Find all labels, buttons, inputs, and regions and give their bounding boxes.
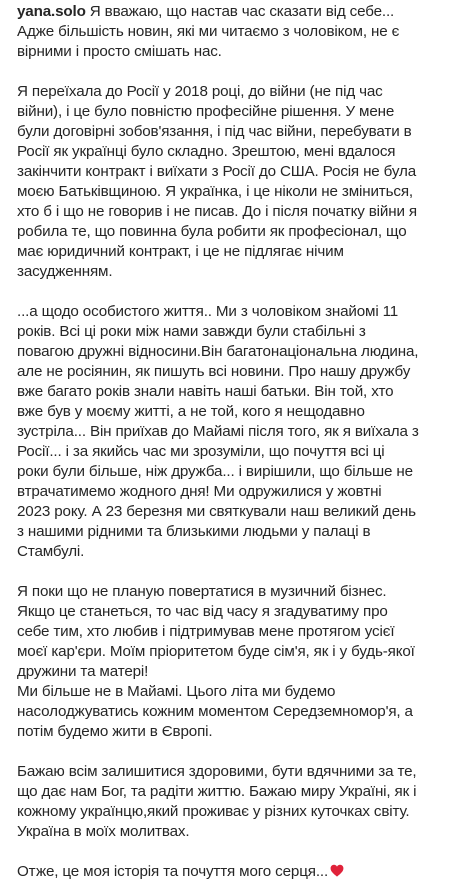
red-heart-icon [330, 864, 344, 877]
paragraph-location: Ми більше не в Майамі. Цього літа ми будемо насолоджуватись кожним моментом Середземномор'я, а потім будемо жити в Європі. [17, 683, 413, 740]
paragraph-closing [17, 862, 461, 882]
post-caption [0, 2, 471, 880]
paragraph-career: Я переїхала до Росії у 2018 році, до війни (не під час війни), і це було повністю професійне рішення. У мене були договірні зобов'язання, і під час війни, перебувати в Росії як українці було складно. Зрештою, мені вдалося закінчити контракт і виїхати з Росії до США. Росія не була моєю Батьківщиною. Я українка, і це ніколи не зміниться, хто б і що не говорив і не писав. До і після початку війни я робила те, що повинна була робити як професіонал, що має юридичний контракт, і це не підлягає нічим засудженням. [17, 83, 417, 280]
username-link[interactable]: yana.solo [17, 3, 86, 20]
closing-text: Отже, це моя історія та почуття мого серця... [17, 863, 329, 880]
intro-paragraph [17, 2, 461, 62]
intro-text: Я вважаю, що настав час сказати від себе... Адже більшість новин, які ми читаємо з чоловіком, не є вірними і просто смішать нас. [17, 3, 400, 60]
paragraph-music-business: Я поки що не планую повертатися в музичний бізнес. Якщо це станеться, то час від часу я згадуватиму про себе тим, хто любив і підтримував мене протягом усієї моєї кар'єри. Моїм пріоритетом буде сім'я, як і у будь-якої дружини та матері! [17, 583, 415, 680]
paragraph-wishes: Бажаю всім залишитися здоровими, бути вдячними за те, що дає нам Бог, та радіти життю. Бажаю миру Україні, як і кожному українцю,який проживає у різних куточках світу. Україна в моїх молитвах. [17, 763, 417, 840]
paragraph-personal-life: ...а щодо особистого життя.. Ми з чоловіком знайомі 11 років. Всі ці роки між нами завжди були стабільні з повагою дружні відносини.Він багатонаціональна людина, але не росіянин, як пишуть всі новини. Про нашу дружбу вже багато років знали навіть наші батьки. Він той, хто вже був у моєму житті, а не той, кого я нещодавно зустріла... Він приїхав до Майамі після того, як я виїхала з Росії... і за якийсь час ми зрозуміли, що почуття всі ці роки були більше, ніж дружба... і вирішили, що більше не втрачатимемо жодного дня! Ми одружилися у жовтні 2023 року. А 23 березня ми святкували наш великий день з нашими рідними та близькими людьми у палаці в Стамбулі. [17, 303, 419, 560]
